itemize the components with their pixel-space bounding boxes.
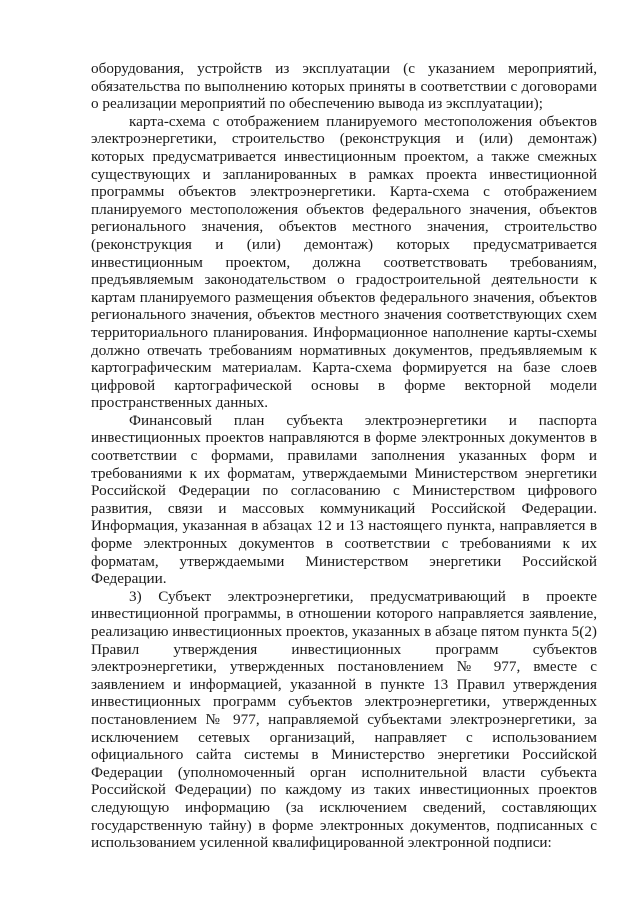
paragraph-equipment-decommissioning: оборудования, устройств из эксплуатации (с указанием мероприятий, обязательства по выполнению которых приняты в соответствии с договорами о реализации мероприятий по обеспечению вывода из эксплуатации); xyxy=(91,60,597,113)
paragraph-item-3: 3) Субъект электроэнергетики, предусматривающий в проекте инвестиционной программы, в отношении которого направляется заявление, реализацию инвестиционных проектов, указанных в абзаце пятом пункта 5(2) Правил утверждения инвестиционных программ субъектов электроэнергетики, утвержденных постановлением № 977, вместе с заявлением и информацией, указанной в пункте 13 Правил утверждения инвестиционных программ субъектов электроэнергетики, утвержденных постановлением № 977, направляемой субъектами электроэнергетики, за исключением сетевых организаций, направляет с использованием официального сайта системы в Министерство энергетики Российской Федерации (уполномоченный орган исполнительной власти субъекта Российской Федерации) по каждому из таких инвестиционных проектов следующую информацию (за исключением сведений, составляющих государственную тайну) в форме электронных документов, подписанных с использованием усиленной квалифицированной электронной подписи: xyxy=(91,587,597,852)
paragraph-financial-plan: Финансовый план субъекта электроэнергетики и паспорта инвестиционных проектов направляются в форме электронных документов в соответствии с формами, правилами заполнения указанных форм и требованиями к их форматам, утверждаемыми Министерством энергетики Российской Федерации по согласованию с Министерством цифрового развития, связи и массовых коммуникаций Российской Федерации. Информация, указанная в абзацах 12 и 13 настоящего пункта, направляется в форме электронных документов в соответствии с требованиями к их форматам, утверждаемыми Министерством энергетики Российской Федерации. xyxy=(91,411,597,588)
paragraph-map-scheme: карта-схема с отображением планируемого местоположения объектов электроэнергетики, строительство (реконструкция и (или) демонтаж) которых предусматривается инвестиционным проектом, а также смежных существующих и запланированных в рамках проекта инвестиционной программы объектов электроэнергетики. Карта-схема с отображением планируемого местоположения объектов федерального значения, объектов регионального значения, объектов местного значения, строительство (реконструкция и (или) демонтаж) которых предусматривается инвестиционным проектом, должна соответствовать требованиям, предъявляемым законодательством о градостроительной деятельности к картам планируемого размещения объектов федерального значения, объектов регионального значения, объектов местного значения соответствующих схем территориального планирования. Информационное наполнение карты-схемы должно отвечать требованиям нормативных документов, предъявляемым к картографическим материалам. Карта-схема формируется на базе слоев цифровой картографической основы в форме векторной модели пространственных данных. xyxy=(91,112,597,412)
document-body xyxy=(91,60,597,852)
